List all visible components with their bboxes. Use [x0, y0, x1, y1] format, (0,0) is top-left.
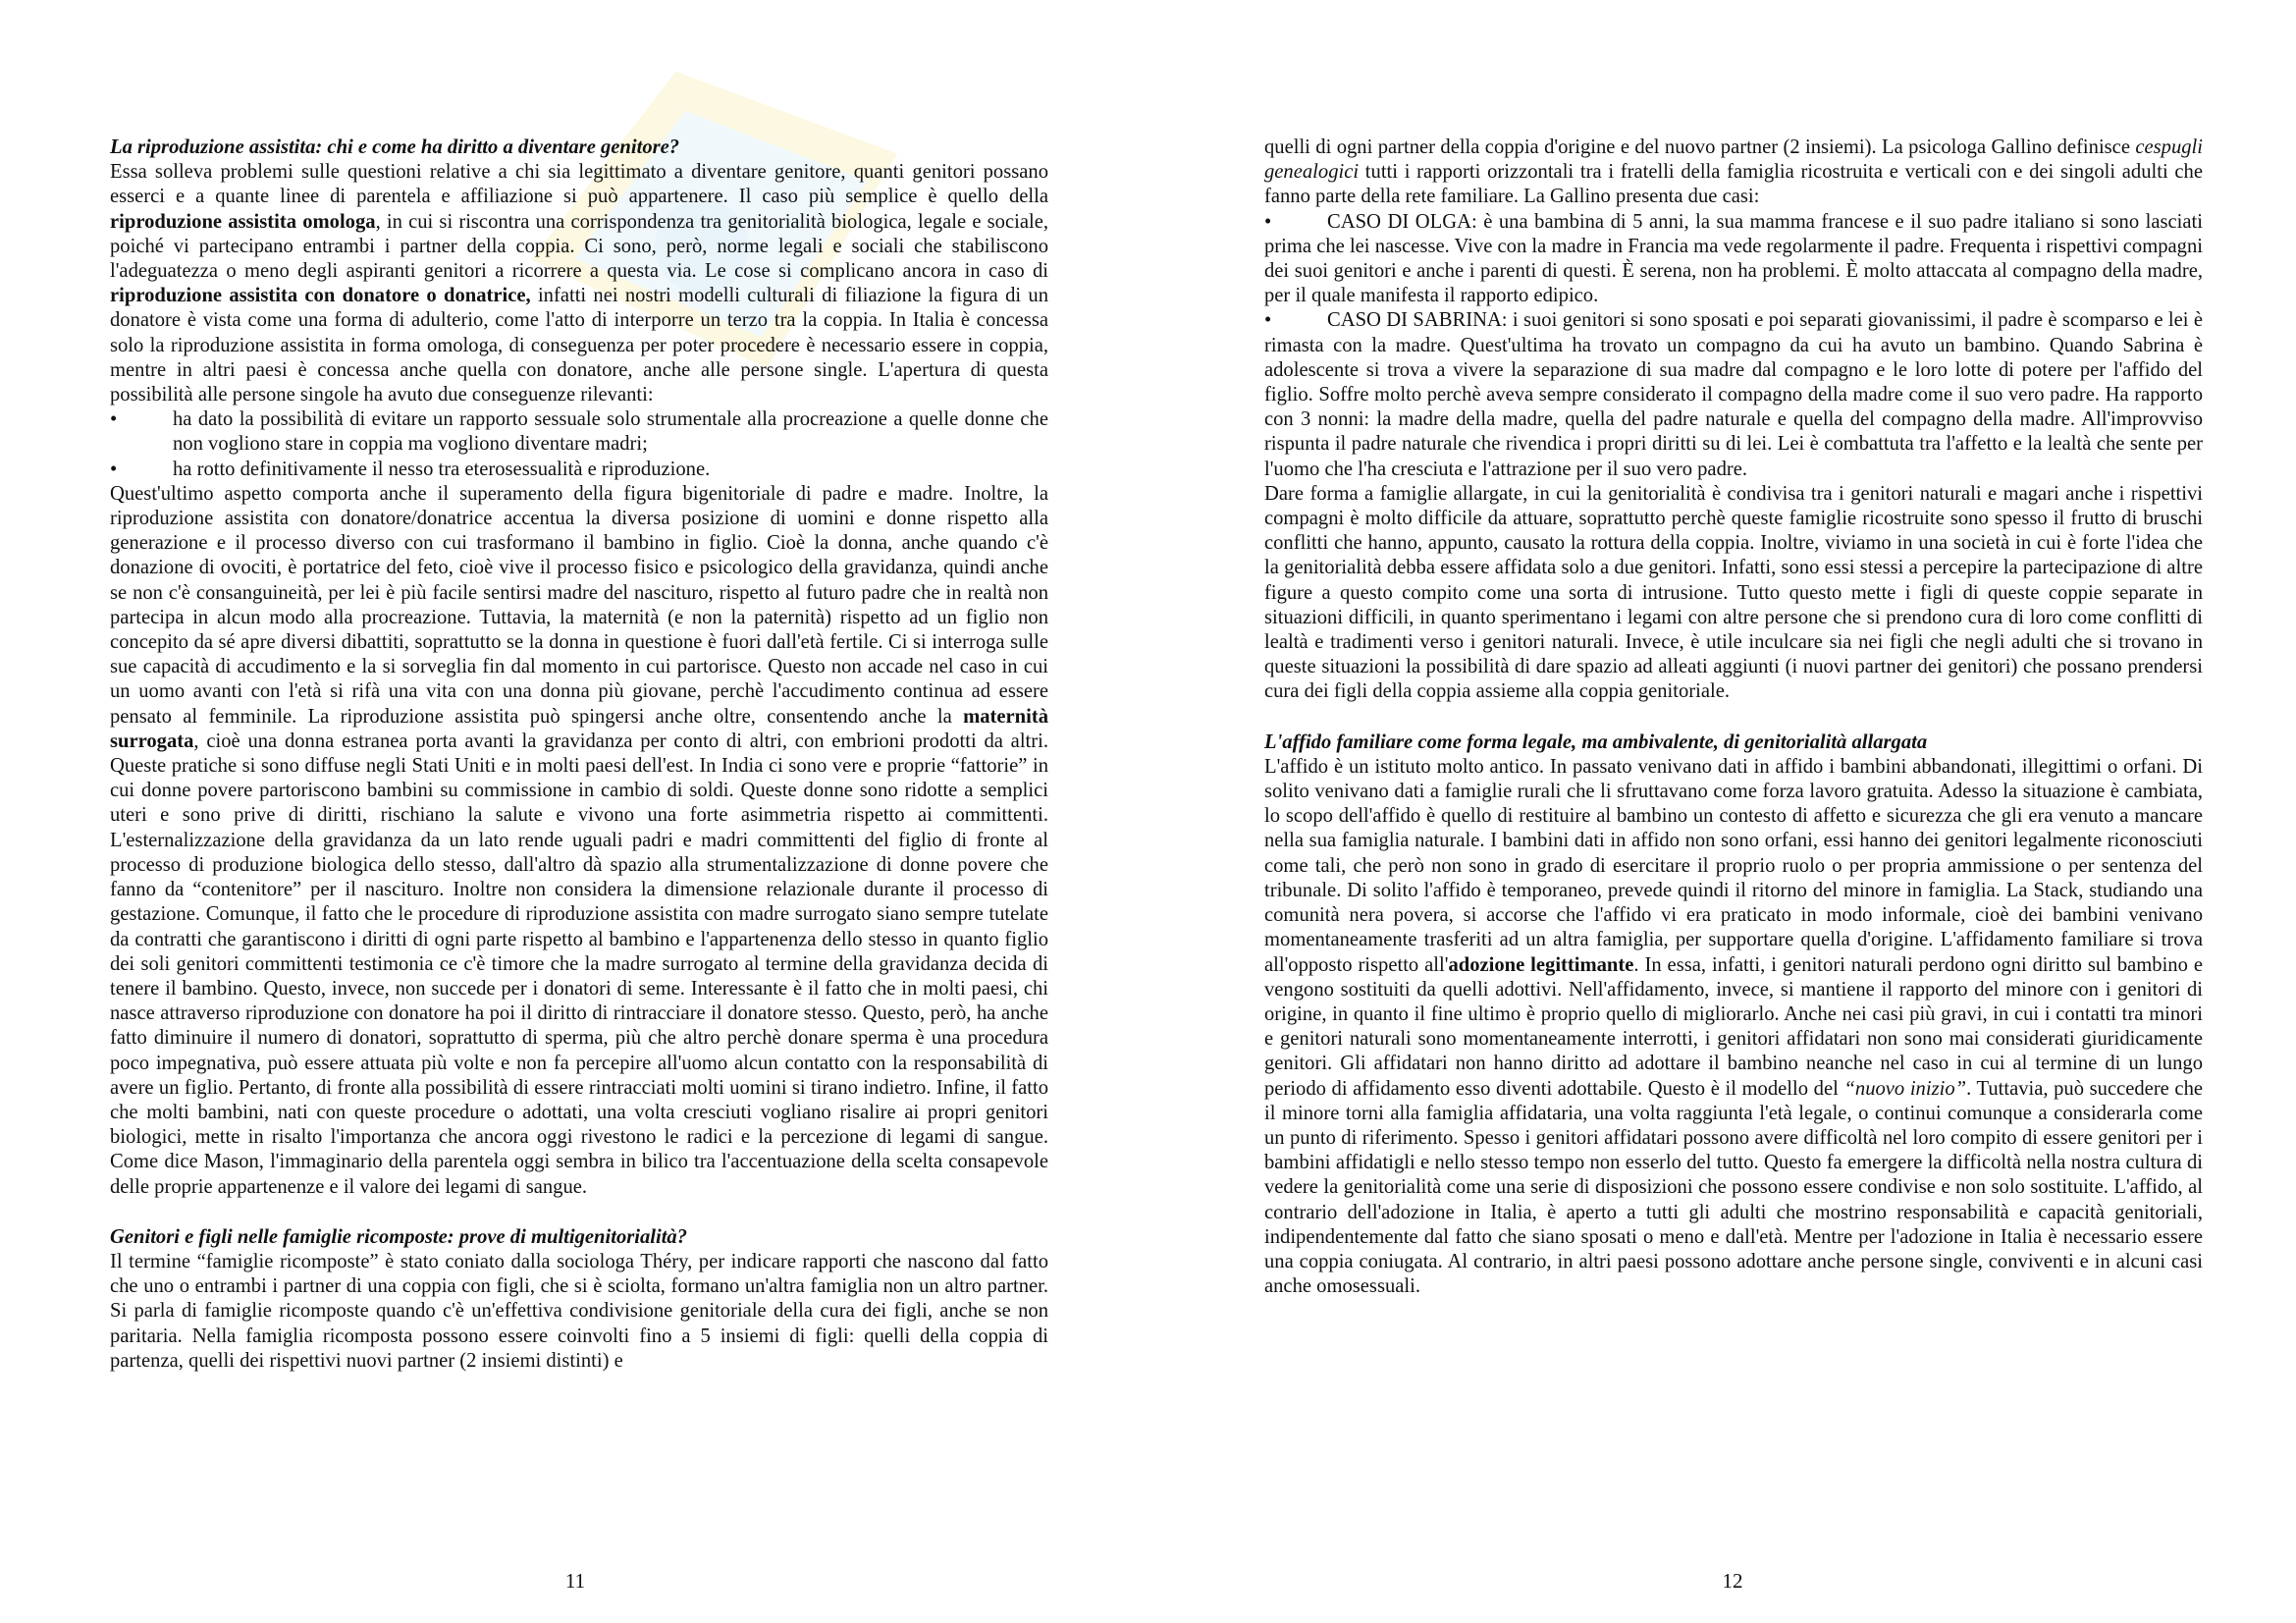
- paragraph: [110, 482, 1048, 1200]
- section-gap: [1264, 705, 2203, 730]
- bullet-marker: •: [110, 408, 118, 431]
- text-run: L'affido è un istituto molto antico. In passato venivano dati in affido i bambini abbandonati, illegittimi o orfani. Di solito venivano dati a famiglie rurali che li sfruttavano come forza lavoro gratuita. Adesso la situazione è cambiata, lo scopo dell'affido è quello di restituire al bambino un contesto di affetto e sicurezza che gli era venuto a mancare nella sua famiglia naturale. I bambini dati in affido non sono orfani, essi hanno dei genitori legalmente riconosciuti come tali, che però non sono in grado di esercitare il proprio ruolo o per propria ammissione o per sentenza del tribunale. Di solito l'affido è temporaneo, prevede quindi il ritorno del minore in famiglia. La Stack, studiando una comunità nera povera, si accorse che l'affido vi era praticato in modo informale, cioè dei bambini venivano momentaneamente trasferiti ad un altra famiglia, per supportare quella d'origine. L'affidamento familiare si trova all'opposto rispetto all': [1264, 755, 2203, 976]
- bullet-marker: •: [1264, 309, 1272, 332]
- text-run: CASO DI OLGA: è una bambina di 5 anni, la sua mamma francese e il suo padre italiano si sono lasciati prima che lei nascesse. Vive con la madre in Francia ma vede regolarmente il padre. Frequenta i rispettivi compagni dei suoi genitori e anche i parenti di questi. È serena, non ha problemi. È molto attaccata al compagno della madre, per il quale manifesta il rapporto edipico.: [1264, 210, 2203, 307]
- section-heading: La riproduzione assistita: chi e come ha diritto a diventare genitore?: [110, 136, 680, 158]
- text-run: , cioè una donna estranea porta avanti la gravidanza per conto di altri, con embrioni prodotti da altri. Queste pratiche si sono diffuse negli Stati Uniti e in molti paesi dell'est. In India ci sono vere e proprie “fattorie” in cui donne povere partoriscono bambini su commissione in cambio di soldi. Queste donne sono ridotte a semplici uteri e sono prive di diritti, rischiano la salute e vivono una forte asimmetria rispetto ai committenti. L'esternalizzazione della gravidanza da un lato rende uguali padri e madri committenti del figlio di fronte al processo di produzione biologica dello stesso, dall'altro dà spazio alla strumentalizzazione di donne povere che fanno da “contenitore” per il nascituro. Inoltre non considera la dimensione relazionale durante il processo di gestazione. Comunque, il fatto che le procedure di riproduzione assistita con madre surrogato siano sempre tutelate da contratti che garantiscono i diritti di ogni parte rispetto al bambino e l'appartenenza dello stesso in quanto figlio dei soli genitori committenti testimonia ce c'è timore che la madre surrogato al termine della gravidanza decida di tenere il bambino. Questo, invece, non succede per i donatori di seme. Interessante è il fatto che in molti paesi, chi nasce attraverso riproduzione con donatore ha poi il diritto di rintracciare il donatore stesso. Questo, però, ha anche fatto diminuire il numero di donatori, soprattutto di sperma, più che altro perchè donare sperma è una procedura poco impegnativa, può essere attuata più volte e non fa percepire all'uomo alcun contatto con la responsabilità di avere un figlio. Pertanto, di fronte alla possibilità di essere rintracciati molti uomini si tirano indietro. Infine, il fatto che molti bambini, nati con queste procedure o adottati, una volta cresciuti vogliano risalire ai propri genitori biologici, mette in risalto l'importanza che ancora oggi rivestono le radici e la percezione di legami di sangue. Come dice Mason, l'immaginario della parentela oggi sembra in bilico tra l'accentuazione della scelta consapevole delle proprie appartenenze e il valore dei legami di sangue.: [110, 730, 1048, 1198]
- bullet-item: [110, 458, 1048, 482]
- bold-term: adozione legittimante: [1448, 953, 1634, 976]
- bullet-marker: •: [110, 458, 118, 480]
- page-number: 12: [1722, 1569, 1743, 1593]
- right-column: [1264, 135, 2203, 1299]
- paragraph: [110, 160, 1048, 407]
- bullet-text: [173, 458, 1048, 482]
- text-run: . In essa, infatti, i genitori naturali perdono ogni diritto sul bambino e vengono sostituiti da quelli adottivi. Nell'affidamento, invece, si mantiene il rapporto del minore con i genitori di origine, in quanto il fine ultimo è proprio quello di migliorarlo. Anche nei casi più gravi, in cui i contatti tra minori e genitori naturali sono momentaneamente interrotti, i genitori affidatari non sono mai considerati giuridicamente genitori. Gli affidatari non hanno diritto ad adottare il bambino neanche nel caso in cui al termine di un lungo periodo di affidamento esso diventi adottabile. Questo è il modello del: [1264, 953, 2203, 1100]
- bullet-marker: •: [1264, 210, 1272, 233]
- paragraph: [1264, 755, 2203, 1299]
- page-number: 11: [564, 1569, 586, 1593]
- text-run: tutti i rapporti orizzontali tra i fratelli della famiglia ricostruita e verticali con e dei singoli adulti che fanno parte della rete familiare. La Gallino presenta due casi:: [1264, 161, 2203, 208]
- text-run: quelli di ogni partner della coppia d'origine e del nuovo partner (2 insiemi). La psicologa Gallino definisce: [1264, 136, 2136, 158]
- text-run: Quest'ultimo aspetto comporta anche il superamento della figura bigenitoriale di padre e madre. Inoltre, la riproduzione assistita con donatore/donatrice accentua la diversa posizione di uomini e donne rispetto alla generazione e il processo diverso con cui trasformano il bambino in figlio. Cioè la donna, anche quando c'è donazione di ovociti, è portatrice del feto, cioè vive il processo fisico e psicologico della gravidanza, quindi anche se non c'è consanguineità, per lei è più facile sentirsi madre del nascituro, rispetto al futuro padre che in realtà non partecipa in alcun modo alla procreazione. Tuttavia, la maternità (e non la paternità) rispetto ad un figlio non concepito da sé apre diversi dibattiti, soprattutto se la donna in questione è fuori dall'età fertile. Ci si interroga sulle sue capacità di accudimento e la si sorveglia fin dal momento in cui partorisce. Questo non accade nel caso in cui un uomo avanti con l'età si rifà una vita con una donna più giovane, perchè l'accudimento continua ad essere pensato al femminile. La riproduzione assistita può spingersi anche oltre, consentendo anche la: [110, 482, 1048, 728]
- text-run: ha dato la possibilità di evitare un rapporto sessuale solo strumentale alla procreazione a quelle donne che non vogliono stare in coppia ma vogliono diventare madri;: [173, 408, 1048, 456]
- italic-term: “nuovo inizio”: [1843, 1077, 1967, 1100]
- section-gap: [110, 1200, 1048, 1225]
- italic-term: cespugli genealogici: [1264, 136, 2203, 184]
- text-run: CASO DI SABRINA: i suoi genitori si sono sposati e poi separati giovanissimi, il padre è scomparso e lei è rimasta con la madre. Quest'ultima ha trovato un compagno da cui ha avuto un bambino. Quando Sabrina è adolescente si trova a vivere la separazione di sua madre dal compagno e le loro lotte di potere per l'affido del figlio. Soffre molto perchè aveva sempre considerato il compagno della madre come il suo vero padre. Ha rapporto con 3 nonni: la madre della madre, quella del padre naturale e quella del compagno della madre. All'improvviso rispunta il padre naturale che rivendica i propri diritti su di lei. Lei è combattuta tra l'affetto e la lealtà che sente per l'uomo che l'ha cresciuta e l'attrazione per il suo vero padre.: [1264, 309, 2203, 480]
- left-column: [110, 135, 1048, 1374]
- text-run: infatti nei nostri modelli culturali di filiazione la figura di un donatore è vista come una forma di adulterio, come l'atto di interporre un terzo tra la coppia. In Italia è concessa solo la riproduzione assistita in forma omologa, di conseguenza per poter procedere è necessario essere in coppia, mentre in altri paesi è concessa anche quella con donatore, anche alle persone single. L'apertura di questa possibilità alle persone singole ha avuto due conseguenze rilevanti:: [110, 285, 1049, 406]
- bold-term: maternità surrogata: [110, 705, 1048, 752]
- text-run: ha rotto definitivamente il nesso tra eterosessualità e riproduzione.: [173, 458, 711, 480]
- text-run: , in cui si riscontra una corrispondenza tra genitorialità biologica, legale e sociale, poiché vi partecipano entrambi i partner della coppia. Ci sono, però, norme legali e sociali che stabiliscono l'adeguatezza o meno degli aspiranti genitori a ricorrere a questa via. Le cose si complicano ancora in caso di: [110, 210, 1048, 283]
- bullet-item: [1264, 210, 2203, 309]
- bold-term: riproduzione assistita con donatore o donatrice,: [110, 285, 531, 307]
- bold-term: riproduzione assistita omologa: [110, 210, 376, 233]
- text-run: Essa solleva problemi sulle questioni relative a chi sia legittimato a diventare genitore, quanti genitori possano esserci e a quante linee di parentela e affiliazione si può appartenere. Il caso più semplice è quello della: [110, 161, 1048, 208]
- bullet-item: [110, 407, 1048, 457]
- bullet-text: [173, 407, 1048, 457]
- text-run: Il termine “famiglie ricomposte” è stato coniato dalla sociologa Théry, per indicare rapporti che nascono dal fatto che uno o entrambi i partner di una coppia con figli, che si è sciolta, formano un'altra famiglia non un altro partner. Si parla di famiglie ricomposte quando c'è un'effettiva condivisione genitoriale della cura dei figli, anche se non paritaria. Nella famiglia ricomposta possono essere coinvolti fino a 5 insiemi di figli: quelli della coppia di partenza, quelli dei rispettivi nuovi partner (2 insiemi distinti) e: [110, 1250, 1048, 1372]
- paragraph: [110, 1250, 1048, 1374]
- paragraph: [1264, 135, 2203, 210]
- section-heading: L'affido familiare come forma legale, ma ambivalente, di genitorialità allargata: [1264, 730, 1928, 753]
- section-heading: Genitori e figli nelle famiglie ricomposte: prove di multigenitorialità?: [110, 1225, 688, 1248]
- paragraph: [1264, 482, 2203, 705]
- text-run: Dare forma a famiglie allargate, in cui la genitorialità è condivisa tra i genitori naturali e magari anche i rispettivi compagni è molto difficile da attuare, soprattutto perchè queste famiglie ricostruite sono spesso il frutto di bruschi conflitti che hanno, appunto, causato la rottura della coppia. Inoltre, viviamo in una società in cui è forte l'idea che la genitorialità debba essere affidata solo a due genitori. Infatti, sono essi stessi a percepire la partecipazione di altre figure a questo compito come una sorta di intrusione. Tutto questo mette i figli di queste coppie separate in situazioni difficili, in quanto sperimentano i legami con altre persone che si prendono cura di loro come conflitti di lealtà e tradimenti verso i genitori naturali. Invece, è utile inculcare sia nei figli che negli adulti che si trovano in queste situazioni la possibilità di dare spazio ad alleati aggiunti (i nuovi partner dei genitori) che possano prendersi cura dei figli della coppia assieme alla coppia genitoriale.: [1264, 482, 2203, 703]
- bullet-item: [1264, 308, 2203, 481]
- page-right: [1148, 0, 2296, 1623]
- text-run: . Tuttavia, può succedere che il minore torni alla famiglia affidataria, una volta raggiunta l'età legale, o continui comunque a considerarla come un punto di riferimento. Spesso i genitori affidatari possono avere difficoltà nel loro compito di essere genitori per i bambini affidatigli e nello stesso tempo non esserlo del tutto. Questo fa emergere la difficoltà nella nostra cultura di vedere la genitorialità come una serie di disposizioni che possono essere condivise e non solo sostituite. L'affido, al contrario dell'adozione in Italia, è aperto a tutti gli adulti che mostrino responsabilità e capacità genitoriali, indipendentemente dal fatto che siano sposati o meno e dall'età. Mentre per l'adozione in Italia è necessario essere una coppia coniugata. Al contrario, in altri paesi possono adottare anche persone single, conviventi e in alcuni casi anche omosessuali.: [1264, 1077, 2204, 1298]
